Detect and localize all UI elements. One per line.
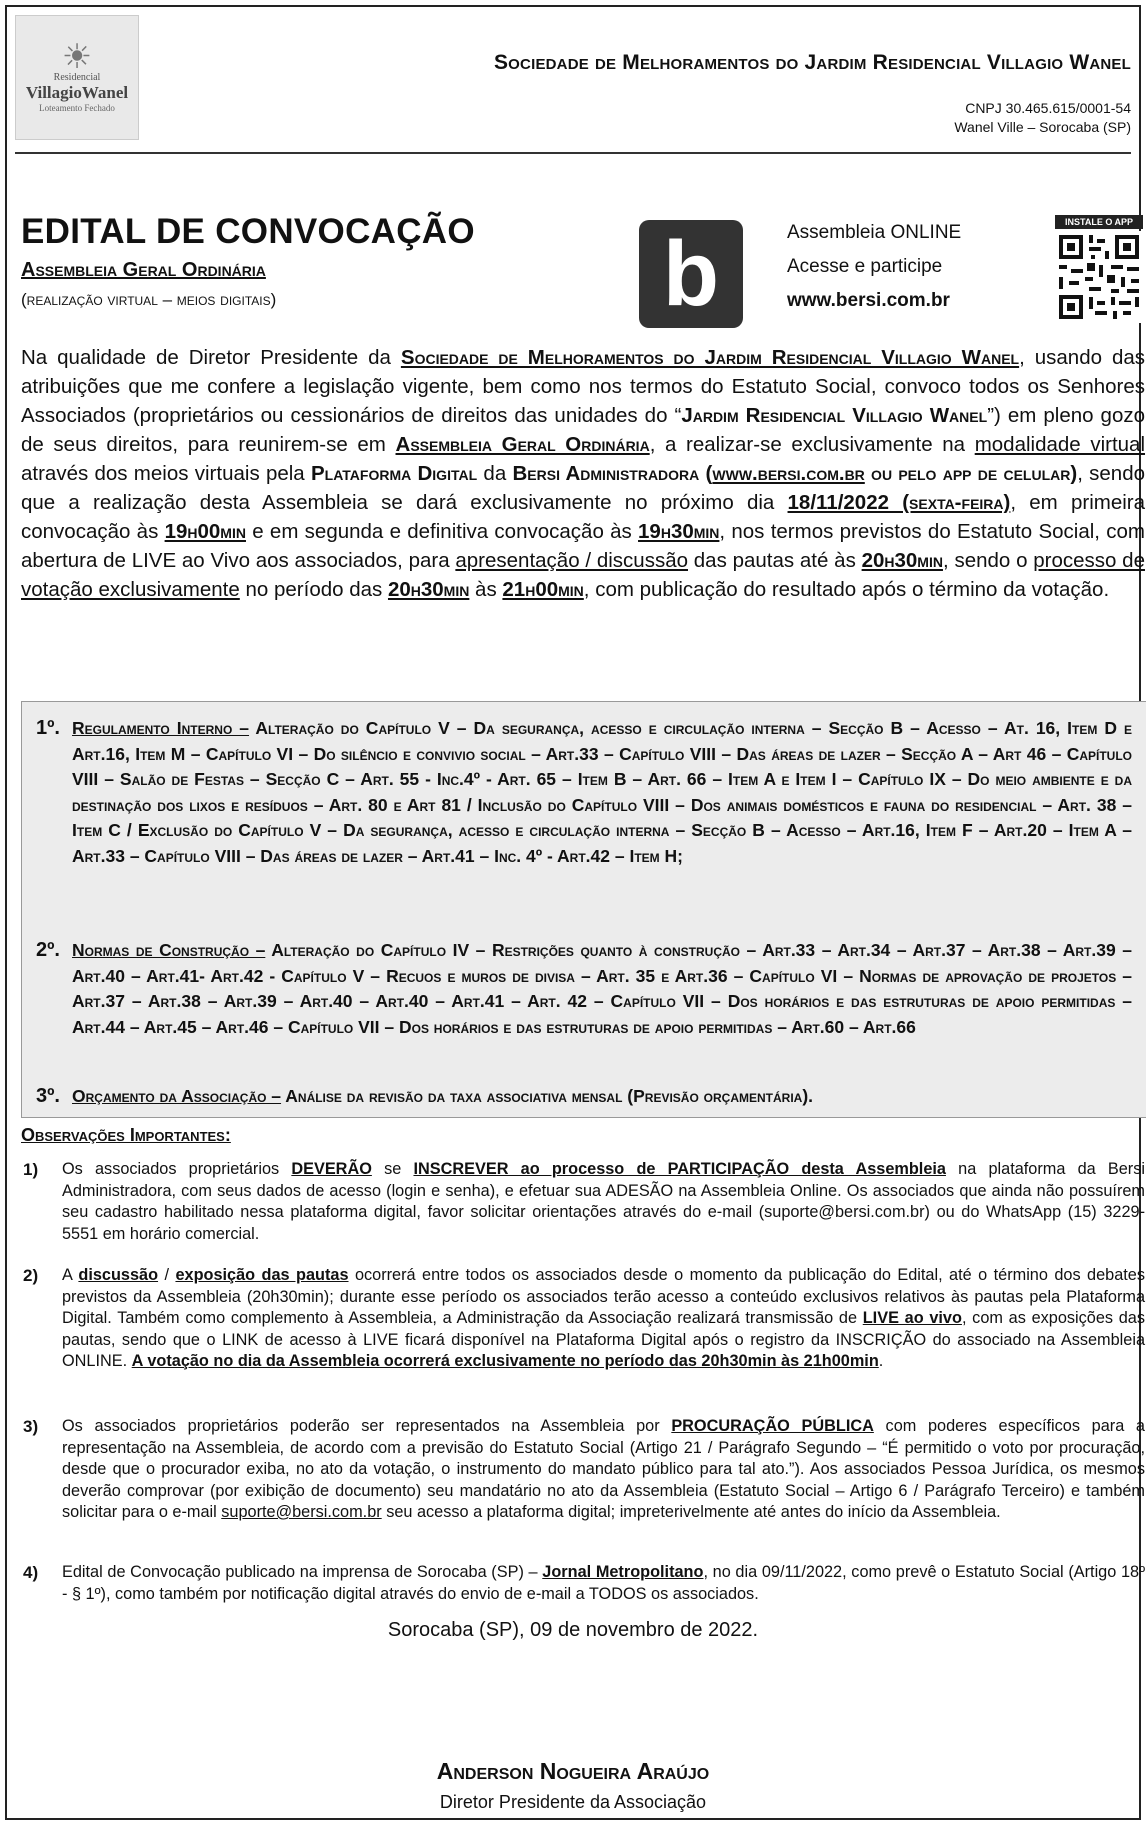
obs-emph: INSCREVER ao processo de PARTICIPAÇÃO desta Assembleia bbox=[413, 1160, 946, 1178]
intro-paragraph bbox=[21, 343, 1145, 604]
obs-item-3 bbox=[23, 1416, 1145, 1524]
intro-text: ”) em pleno gozo de seus direitos, para reunirem-se em bbox=[21, 404, 1145, 456]
obs-emph: PROCURAÇÃO PÚBLICA bbox=[671, 1417, 874, 1435]
intro-org: Sociedade de Melhoramentos do Jardim Residencial Villagio Wanel bbox=[400, 346, 1020, 369]
intro-text: , sendo o bbox=[942, 549, 1034, 572]
intro-text: e em segunda e definitiva convocação às bbox=[245, 520, 639, 543]
edital-title: EDITAL DE CONVOCAÇÃO bbox=[21, 212, 475, 251]
online-url[interactable]: www.bersi.com.br bbox=[787, 290, 950, 311]
intro-text: através dos meios virtuais pela bbox=[21, 462, 311, 485]
agenda-num: 1º. bbox=[36, 717, 60, 739]
intro-text: , usando das atribuições que me confere a legislação vigente, bem como nos termos do Estatuto Social, convoco todos os Senhores Associados (proprietários ou cessionários de direitos das unidades do “ bbox=[21, 346, 1145, 427]
obs-num: 4) bbox=[23, 1563, 39, 1582]
intro-text: , nos termos previstos do Estatuto Social, com abertura de LIVE ao Vivo aos associados, para bbox=[21, 520, 1145, 572]
agenda-head: Regulamento Interno – bbox=[72, 718, 250, 738]
obs-emph: discussão bbox=[78, 1266, 159, 1284]
sun-icon: ☀ bbox=[61, 38, 93, 76]
intro-text: , a realizar-se exclusivamente na bbox=[649, 433, 975, 456]
place-date: Sorocaba (SP), 09 de novembro de 2022. bbox=[387, 1619, 759, 1641]
online-promo bbox=[787, 216, 961, 318]
intro-time: 20h30min bbox=[387, 578, 470, 601]
bersi-logo-letter: b bbox=[662, 223, 720, 325]
agenda-box bbox=[21, 701, 1146, 1118]
intro-ago: Assembleia Geral Ordinária bbox=[395, 433, 650, 456]
edital-subtitle2: (realização virtual – meios digitais) bbox=[21, 290, 277, 309]
intro-modalidade: modalidade virtual bbox=[974, 433, 1146, 456]
org-name: Sociedade de Melhoramentos do Jardim Residencial Villagio Wanel bbox=[493, 51, 1131, 74]
agenda-text: Alteração do Capítulo IV – Restrições quanto à construção – Art.33 – Art.34 – Art.37 – Art.38 – Art.39 – Art.40 – Art.41- Art.42 - Capítulo V – Recuos e muros de divisa – Art. 35 e Art.36 – Capítulo VI – Normas de aprovação de projetos – Art.37 – Art.38 – Art.39 – Art.40 – Art.40 – Art.41 – Art. 42 – Capítulo VII – Dos horários e das estruturas de apoio permitidas – Art.44 – Art.45 – Art.46 – Capítulo VII – Dos horários e das estruturas de apoio permitidas – Art.60 – Art.66 bbox=[72, 940, 1132, 1037]
logo-line3: Loteamento Fechado bbox=[39, 103, 115, 113]
obs-emph: LIVE ao vivo bbox=[862, 1309, 962, 1327]
intro-text: no período das bbox=[239, 578, 388, 601]
edital-page bbox=[5, 5, 1146, 1820]
intro-time: 20h30min bbox=[861, 549, 943, 572]
obs-emph: exposição das pautas bbox=[175, 1266, 349, 1284]
intro-text: das pautas até às bbox=[688, 549, 862, 572]
bersi-logo bbox=[639, 220, 743, 328]
obs-text: Os associados proprietários bbox=[62, 1160, 292, 1178]
obs-text: seu acesso a plataforma digital; impreterivelmente até antes do início da Assembleia. bbox=[381, 1503, 1001, 1521]
obs-item-1 bbox=[23, 1159, 1145, 1245]
cnpj: CNPJ 30.465.615/0001-54 bbox=[965, 100, 1131, 116]
intro-text: Na qualidade de Diretor Presidente da bbox=[21, 346, 401, 369]
qr-code-icon bbox=[1055, 231, 1143, 323]
agenda-num: 3º. bbox=[36, 1085, 60, 1107]
signature-role: Diretor Presidente da Associação bbox=[439, 1792, 707, 1812]
agenda-item bbox=[36, 938, 1132, 1040]
obs-text: A bbox=[62, 1266, 79, 1284]
edital-subtitle: Assembleia Geral Ordinária bbox=[21, 259, 266, 281]
agenda-item bbox=[36, 716, 1132, 869]
obs-num: 1) bbox=[23, 1160, 39, 1179]
intro-text: ( bbox=[699, 462, 713, 485]
intro-text: às bbox=[469, 578, 503, 601]
intro-time: 19h00min bbox=[164, 520, 246, 543]
intro-processo: processo de votação exclusivamente bbox=[21, 549, 1145, 601]
intro-jardim: Jardim Residencial Villagio Wanel bbox=[681, 404, 988, 427]
agenda-head: Normas de Construção – bbox=[72, 940, 266, 960]
intro-text: , com publicação do resultado após o término da votação. bbox=[583, 578, 1110, 601]
obs-title: Observações Importantes: bbox=[21, 1125, 231, 1145]
agenda-item bbox=[36, 1084, 1132, 1110]
obs-text: se bbox=[371, 1160, 414, 1178]
intro-time: 19h30min bbox=[638, 520, 720, 543]
obs-emph: DEVERÃO bbox=[291, 1160, 372, 1178]
signature-name: Anderson Nogueira Araújo bbox=[436, 1758, 710, 1784]
qr-code-box bbox=[1055, 215, 1143, 323]
intro-date: 18/11/2022 (sexta-feira) bbox=[787, 491, 1011, 514]
online-line2: Acesse e participe bbox=[787, 256, 943, 277]
org-location: Wanel Ville – Sorocaba (SP) bbox=[954, 119, 1131, 135]
obs-text: com poderes específicos para a representação na Assembleia, de acordo com a previsão do Estatuto Social (Artigo 21 / Parágrafo Segundo – “É permitido o voto por procuração, desde que o procurador exiba, no ato da votação, o instrumento do mandato público para tal ato.”). Aos associados Pessoa Jurídica, os mesmos deverão comprovar (por exibição de documento) seu mandatário no ato da Assembleia (Estatuto Social – Artigo 6 / Parágrafo Terceiro) e também solicitar para o e-mail bbox=[62, 1417, 1145, 1521]
obs-text: na plataforma da Bersi Administradora, com seus dados de acesso (login e senha), e efetuar sua ADESÃO na Assembleia Online. Os associados que ainda não possuírem seu cadastro habilitado nessa plataforma digital, favor solicitar orientações através do e-mail (suporte@bersi.com.br) ou do WhatsApp (15) 3229-5551 em horário comercial. bbox=[62, 1160, 1145, 1243]
obs-emph: A votação no dia da Assembleia ocorrerá exclusivamente no período das 20h30min às 21h00min bbox=[131, 1352, 879, 1370]
intro-app: ou pelo app de celular) bbox=[864, 462, 1078, 485]
logo-line2: VillagioWanel bbox=[25, 83, 129, 102]
obs-text: . bbox=[878, 1352, 884, 1370]
logo-line1: Residencial bbox=[53, 72, 101, 83]
obs-text: , no dia 09/11/2022, como prevê o Estatuto Social (Artigo 18º - § 1º), como também por notificação digital através do envio de e-mail a TODOS os associados. bbox=[62, 1563, 1146, 1603]
agenda-head: Orçamento da Associação – bbox=[72, 1086, 282, 1106]
online-line1: Assembleia ONLINE bbox=[787, 222, 962, 243]
obs-num: 2) bbox=[23, 1266, 39, 1285]
qr-label: INSTALE O APP bbox=[1055, 215, 1143, 229]
obs-text: , com as exposições das pautas, sendo que o LINK de acesso à LIVE ficará disponível na Plataforma Digital após o registro da INSCRIÇÃO do associado na Assembleia ONLINE. bbox=[62, 1309, 1145, 1370]
obs-item-2 bbox=[23, 1265, 1145, 1373]
agenda-text: Análise da revisão da taxa associativa mensal (Previsão orçamentária). bbox=[281, 1086, 814, 1106]
agenda-text: Alteração do Capítulo V – Da segurança, acesso e circulação interna – Secção B – Acesso – At. 16, Item D e Art.16, Item M – Capítulo VI – Do silêncio e convivio social – Art.33 – Capítulo VIII – Das áreas de lazer – Secção A – Art 46 – Capítulo VIII – Salão de Festas – Secção C – Art. 55 - Inc.4º - Art. 65 – Item B – Art. 66 – Item A e Item I – Capítulo IX – Do meio ambiente e da destinação dos lixos e resíduos – Art. 80 e Art 81 / Inclusão do Capítulo VIII – Dos animais domésticos e fauna do residencial – Art. 38 – Item C / Exclusão do Capítulo V – Da segurança, acesso e circulação interna – Secção B – Acesso – Art.16, Item F – Art.20 – Item A – Art.33 – Capítulo VIII – Das áreas de lazer – Art.41 – Inc. 4º - Art.42 – Item H; bbox=[72, 718, 1132, 866]
intro-text: , em primeira convocação às bbox=[21, 491, 1146, 543]
obs-num: 3) bbox=[23, 1417, 39, 1436]
intro-plataforma: Plataforma Digital bbox=[310, 462, 478, 485]
intro-time: 21h00min bbox=[502, 578, 584, 601]
intro-apresentacao: apresentação / discussão bbox=[455, 549, 688, 572]
obs-text: / bbox=[158, 1266, 176, 1284]
obs-text: ocorrerá entre todos os associados desde o momento da publicação do Edital, até o término dos debates previstos da Assembleia (20h30min); durante esse período os associados terão acesso a conteúdo exclusivos relativos às pautas pela Plataforma Digital. Também como complemento à Assembleia, a Administração da Associação realizará transmissão de bbox=[62, 1266, 1145, 1327]
obs-item-4 bbox=[23, 1562, 1146, 1605]
org-info bbox=[954, 99, 1131, 137]
villagio-wanel-logo bbox=[15, 15, 139, 140]
obs-text: Edital de Convocação publicado na imprensa de Sorocaba (SP) – bbox=[62, 1563, 543, 1581]
header-divider bbox=[15, 152, 1131, 154]
obs-text: Os associados proprietários poderão ser representados na Assembleia por bbox=[62, 1417, 672, 1435]
intro-bersi: Bersi Administradora bbox=[512, 462, 700, 485]
intro-text: , sendo que a realização desta Assembleia se dará exclusivamente no próximo dia bbox=[21, 462, 1146, 514]
agenda-num: 2º. bbox=[36, 939, 60, 961]
obs-email-link[interactable]: suporte@bersi.com.br bbox=[221, 1503, 382, 1521]
intro-text: da bbox=[477, 462, 513, 485]
intro-site-link[interactable]: www.bersi.com.br bbox=[712, 462, 865, 485]
obs-emph: Jornal Metropolitano bbox=[542, 1563, 704, 1581]
